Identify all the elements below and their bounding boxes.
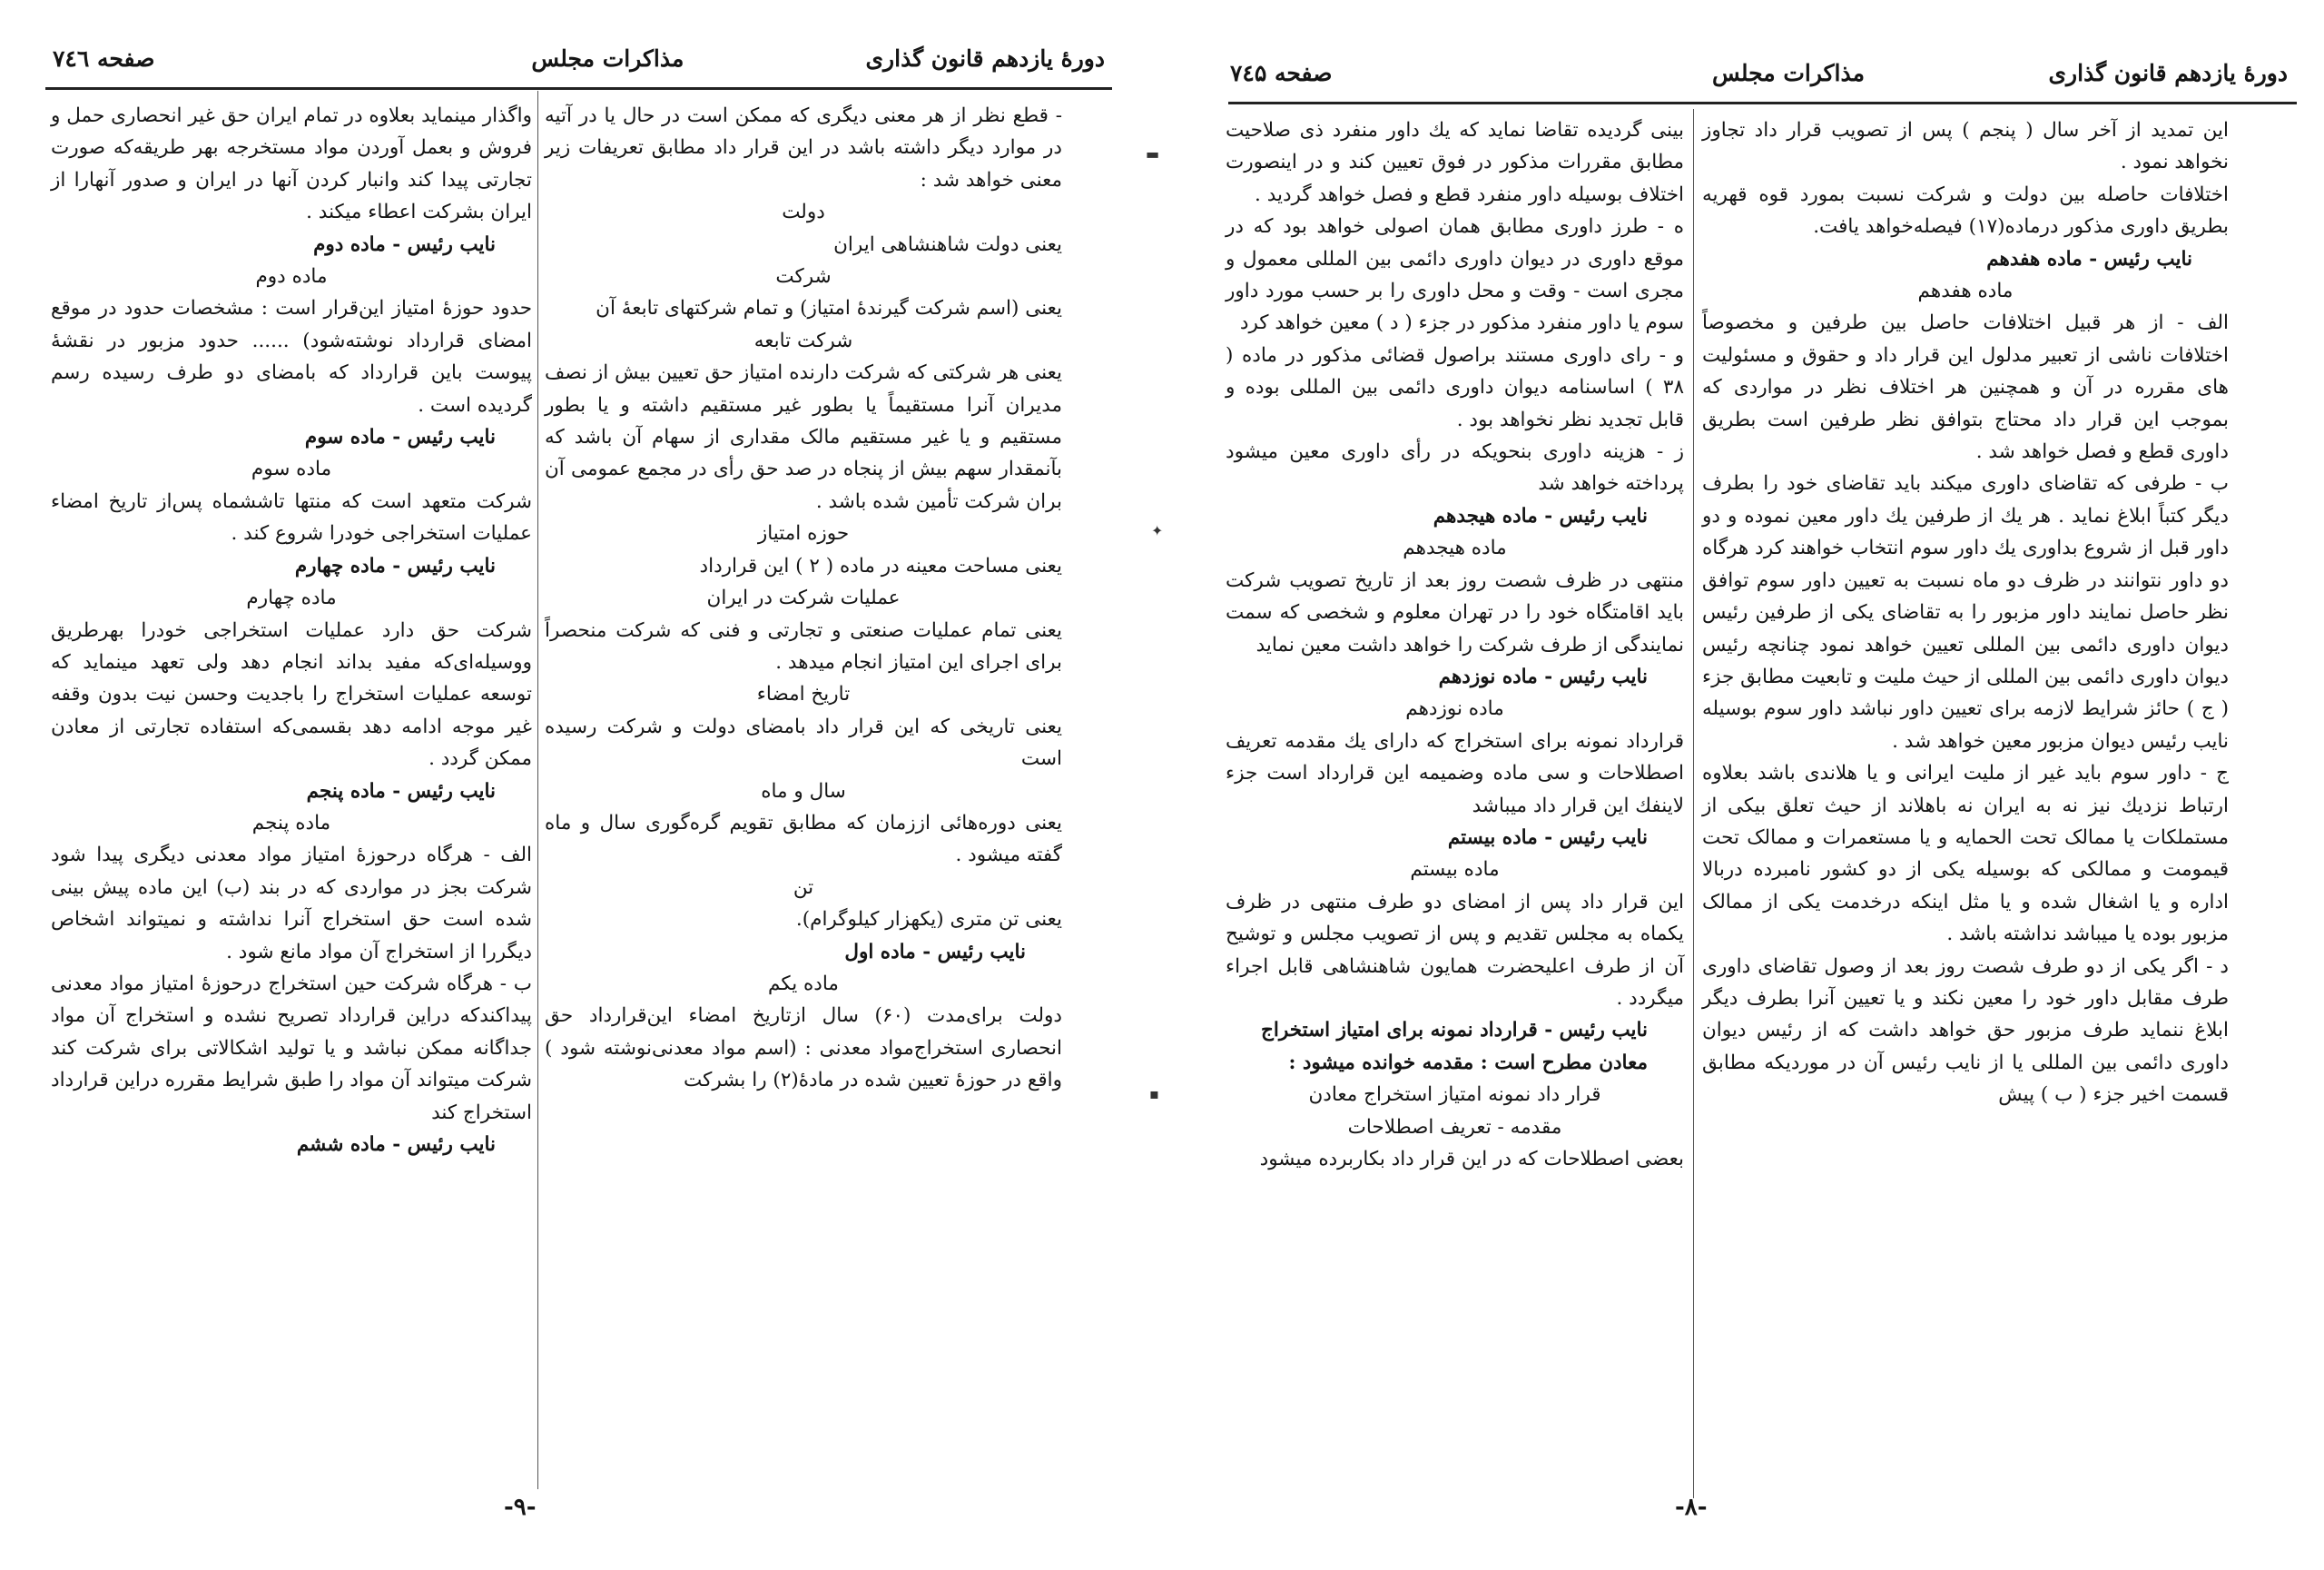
body-paragraph: بعضی اصطلاحات که در این قرار داد بکاربرده میشود: [1259, 1148, 1684, 1170]
gutter-mark: ▬: [1146, 145, 1160, 163]
right-page-folio: -۸-: [1675, 1494, 1708, 1521]
right-page: [1221, 0, 2324, 1570]
body-paragraph: - قطع نظر از هر معنی دیگری که ممکن است در حال یا در آتیه در موارد دیگر داشته باشد در این قرار داد مطابق تعریفات زیر معنی خواهد شد :: [545, 104, 1062, 192]
right-page-right-column: [1702, 114, 2229, 1111]
body-paragraph: منتهی در ظرف شصت روز بعد از تاریخ تصویب شرکت باید اقامتگاه خود را در تهران معلوم و شخصی که سمت نمایندگی از طرف شرکت را خواهد داشت معین نماید: [1226, 568, 1684, 657]
body-paragraph: ج - داور سوم باید غیر از ملیت ایرانی و یا هلاندی باشد بعلاوه ارتباط نزدیك نیز نه به ایران نه باهلاند از حیث تعلق بیکی از مستملکات یا ممالک تحت الحمایه و یا مستعمرات و ممالک تحت قیمومت و ممالکی که بوسیله یکی از دو کشور نامبرده دربالا اداره و یا اشغال شده و یا مثل اینکه درخدمت یکی از ممالک مزبور بوده یا میباشد نداشته باشد .: [1702, 762, 2229, 946]
article-heading: حوزه امتیاز: [757, 522, 850, 546]
speaker-line: نایب رئیس - ماده بیستم: [1447, 825, 1648, 849]
left-page-right-column: [545, 100, 1062, 1097]
right-page-header: [1230, 60, 2288, 98]
body-paragraph: یعنی مساحت معینه در ماده ( ۲ ) این قرارداد: [699, 554, 1062, 578]
article-heading: ماده هفدهم: [1917, 280, 2014, 303]
speaker-line: نایب رئیس - ماده پنجم: [306, 779, 496, 803]
speaker-line: نایب رئیس - ماده هفدهم: [1986, 247, 2192, 271]
speaker-line: نایب رئیس - قرارداد نمونه برای امتیاز استخراج معادن مطرح است : مقدمه خوانده میشود :: [1261, 1019, 1648, 1074]
article-heading: ماده پنجم: [251, 811, 331, 834]
left-page-left-column: [51, 100, 532, 1160]
body-paragraph: شرکت حق دارد عملیات استخراجی خودرا بهرطریق ووسیله‌ای‌که مفید بداند انجام دهد ولی تعهد مینماید که توسعه عملیات استخراج را باجدیت وحسن نیت بدون وقفه غیر موجه ادامه دهد بقسمی‌که استفاده تجارتی از معادن ممکن گردد .: [51, 618, 532, 771]
article-heading: ماده سوم: [251, 458, 332, 481]
right-header-page-label: صفحه ۷٤۵: [1230, 60, 1333, 86]
article-heading: ماده بیستم: [1410, 858, 1500, 882]
gutter-mark: ✦: [1151, 522, 1164, 539]
right-header-title: دورهٔ یازدهم قانون گذاری: [2048, 60, 2288, 86]
article-heading: ماده دوم: [255, 265, 328, 289]
body-paragraph: بینی گردیده تقاضا نماید که یك داور منفرد ذی صلاحیت مطابق مقررات مذکور در فوق تعیین کند و در اینصورت اختلاف بوسیله داور منفرد قطع و فصل خواهد گردید .: [1226, 119, 1684, 206]
body-paragraph: یعنی تن متری (یکهزار کیلوگرام).: [795, 908, 1062, 932]
article-heading: سال و ماه: [761, 779, 846, 803]
body-paragraph: ب - طرفی که تقاضای داوری میکند باید تقاضای خود را بطرف دیگر کتباً ابلاغ نماید . هر یك از طرفین یك داور معین نموده و دو داور قبل از شروع بداوری یك داور سوم انتخاب خواهند کرد هرگاه دو داور نتوانند در ظرف دو ماه نسبت به تعیین داور سوم توافق نظر حاصل نمایند داور مزبور را به تقاضای یکی از طرفین رئیس دیوان داوری دائمی بین المللی تعیین خواهد نمود چنانچه رئیس دیوان داوری دائمی بین المللی از حیث ملیت و تابعیت مطابق جزء ( ج ) حائز شرایط لازمه برای تعیین داور نباشد داور سوم بوسیله نایب رئیس دیوان مزبور معین خواهد شد .: [1702, 472, 2229, 753]
body-paragraph: واگذار مینماید بعلاوه در تمام ایران حق غیر انحصاری حمل و فروش و بعمل آوردن مواد مستخرجه بهر طریقه‌که صورت تجارتی پیدا کند وانبار کردن آنها در ایران و صدور آنهارا از ایران بشرکت اعطاء میکند .: [51, 104, 532, 224]
body-paragraph: الف - از هر قبیل اختلافات حاصل بین طرفین و مخصوصاً اختلافات ناشی از تعبیر مدلول این قرار داد و حقوق و مسئولیت های مقرره در آن و همچنین هر اختلاف نظر در مواردی که بموجب این قرار داد محتاج بتوافق نظر طرفین است بطریق داوری قطع و فصل خواهد شد .: [1702, 311, 2229, 464]
body-paragraph: این تمدید از آخر سال ( پنجم ) پس از تصویب قرار داد تجاوز نخواهد نمود .: [1702, 119, 2229, 174]
body-paragraph: یعنی (اسم شرکت گیرندهٔ امتیاز) و تمام شرکتهای تابعهٔ آن: [596, 297, 1062, 321]
body-paragraph: ز - هزینه داوری بنحویکه در رأی داوری معین میشود پرداخته خواهد شد: [1226, 440, 1684, 496]
article-heading: شرکت تابعه: [753, 329, 853, 352]
body-paragraph: اختلافات حاصله بین دولت و شرکت نسبت بمورد قوه قهریه بطریق داوری مذکور درماده(۱۷) فیصله‌خواهد یافت.: [1702, 183, 2229, 239]
body-paragraph: الف - هرگاه درحوزهٔ امتیاز مواد معدنی دیگری پیدا شود شرکت بجز در مواردی که در بند (ب) این ماده پیش بینی شده است حق استخراج آنرا نداشته و نمیتواند اشخاص دیگررا از استخراج آن مواد مانع شود .: [51, 844, 532, 963]
right-header-section: مذاکرات مجلس: [1711, 60, 1865, 86]
body-paragraph: دولت برای‌مدت (۶۰) سال ازتاریخ امضاء این‌قرارداد حق انحصاری استخراج‌مواد معدنی : (اسم مواد معدنی‌نوشته شود ) واقع در حوزهٔ تعیین شده در مادهٔ(۲) را بشرکت: [545, 1004, 1062, 1092]
speaker-line: نایب رئیس - ماده ششم: [296, 1133, 496, 1156]
left-page-folio: -۹-: [504, 1494, 537, 1521]
body-paragraph: یعنی هر شرکتی که شرکت دارنده امتیاز حق تعیین بیش از نصف مدیران آنرا مستقیماً یا بطور غیر مستقیم داشته و یا بطور مستقیم و یا غیر مستقیم مالک مقداری از سهام آن باشد که بآنمقدار سهم بیش از پنجاه در صد حق رأی در مجمع عمومی آن بران شرکت تأمین شده باشد .: [545, 361, 1062, 513]
body-paragraph: و - رای داوری مستند براصول قضائی مذکور در ماده ( ۳۸ ) اساسنامه دیوان داوری دائمی بین المللی بوده و قابل تجدید نظر نخواهد بود .: [1226, 343, 1684, 431]
left-page-header: [53, 45, 1105, 84]
speaker-line: نایب رئیس - ماده دوم: [313, 232, 496, 256]
body-paragraph: یعنی تاریخی که این قرار داد بامضای دولت و شرکت رسیده است: [545, 715, 1062, 771]
article-heading: تن: [793, 875, 814, 899]
body-paragraph: قرارداد نمونه برای استخراج که دارای یك مقدمه تعریف اصطلاحات و سی ماده وضمیمه این قرارداد است جزء لاینفك این قرار داد میباشد: [1226, 729, 1684, 817]
body-paragraph: این قرار داد پس از امضای دو طرف منتهی در ظرف یکماه به مجلس تقدیم و پس از تصویب مجلس و توشیح آن از طرف اعلیحضرت همایون شاهنشاهی قابل اجراء میگردد .: [1226, 890, 1684, 1010]
article-heading: ماده چهارم: [246, 587, 337, 610]
article-heading: ماده هیجدهم: [1403, 537, 1507, 560]
speaker-line: نایب رئیس - ماده هیجدهم: [1433, 504, 1648, 528]
right-column-divider: [1693, 109, 1694, 1498]
right-page-left-column: [1226, 114, 1684, 1175]
left-header-title: دورهٔ یازدهم قانون گذاری: [865, 45, 1105, 72]
left-header-rule: [45, 87, 1112, 90]
article-heading: شرکت: [775, 265, 832, 289]
article-heading: عملیات شرکت در ایران: [706, 587, 901, 610]
body-paragraph: د - اگر یکی از دو طرف شصت روز بعد از وصول تقاضای داوری طرف مقابل داور خود را معین نکند و یا تعیین آنرا بطرف دیگر ابلاغ ننماید طرف مزبور حق خواهد داشت که از رئیس دیوان داوری دائمی بین المللی یا از نایب رئیس آن در موردیکه مطابق قسمت اخیر جزء ( ب ) پیش: [1702, 954, 2229, 1107]
body-paragraph: حدود حوزهٔ امتیاز این‌قرار است : مشخصات حدود در موقع امضای قرارداد نوشته‌شود) ...... حدود مزبور در نقشهٔ پیوست باین قرارداد که بامضای دو طرف رسیده رسم گردیده است .: [51, 297, 532, 417]
left-page: [0, 0, 1139, 1570]
left-header-page-label: صفحه ۷٤٦: [53, 45, 155, 72]
speaker-line: نایب رئیس - ماده چهارم: [294, 554, 496, 578]
body-paragraph: ه - طرز داوری مطابق همان اصولی خواهد بود که در موقع داوری در دیوان داوری دائمی بین المللی معمول و مجری است - وقت و محل داوری را بر حسب مورد داور سوم یا داور منفرد مذکور در جزء ( د ) معین خواهد کرد: [1226, 215, 1685, 335]
article-heading: قرار داد نمونه امتیاز استخراج معادن: [1308, 1083, 1601, 1107]
body-paragraph: یعنی تمام عملیات صنعتی و تجارتی و فنی که شرکت منحصراً برای اجرای این امتیاز انجام میدهد .: [545, 618, 1062, 674]
article-heading: تاریخ امضاء: [756, 683, 851, 706]
article-heading: مقدمه - تعریف اصطلاحات: [1347, 1115, 1562, 1139]
body-paragraph: شرکت متعهد است که منتها تاششماه پس‌از تاریخ امضاء عملیات استخراجی خودرا شروع کند .: [51, 489, 532, 546]
right-header-rule: [1228, 102, 2297, 104]
speaker-line: نایب رئیس - ماده اول: [844, 940, 1026, 963]
speaker-line: نایب رئیس - ماده سوم: [304, 426, 496, 449]
gutter-mark: ▪: [1149, 1085, 1159, 1102]
body-paragraph: ب - هرگاه شرکت حین استخراج درحوزهٔ امتیاز مواد معدنی پیداکندکه دراین قرارداد تصریح نشده و استخراج آن مواد جداگانه ممکن نباشد و یا تولید اشکالاتی برای شرکت کند شرکت میتواند آن مواد را طبق شرایط مقرره دراین قرارداد استخراج کند: [51, 972, 532, 1124]
article-heading: دولت: [782, 201, 825, 224]
left-column-divider: [537, 91, 538, 1489]
body-paragraph: یعنی دوره‌هائی اززمان که مطابق تقویم گره‌گوری سال و ماه گفته میشود .: [545, 811, 1062, 867]
article-heading: ماده نوزدهم: [1405, 697, 1504, 721]
speaker-line: نایب رئیس - ماده نوزدهم: [1438, 665, 1648, 688]
article-heading: ماده یکم: [768, 972, 839, 995]
body-paragraph: یعنی دولت شاهنشاهی ایران: [833, 232, 1062, 256]
left-header-section: مذاکرات مجلس: [531, 45, 684, 72]
